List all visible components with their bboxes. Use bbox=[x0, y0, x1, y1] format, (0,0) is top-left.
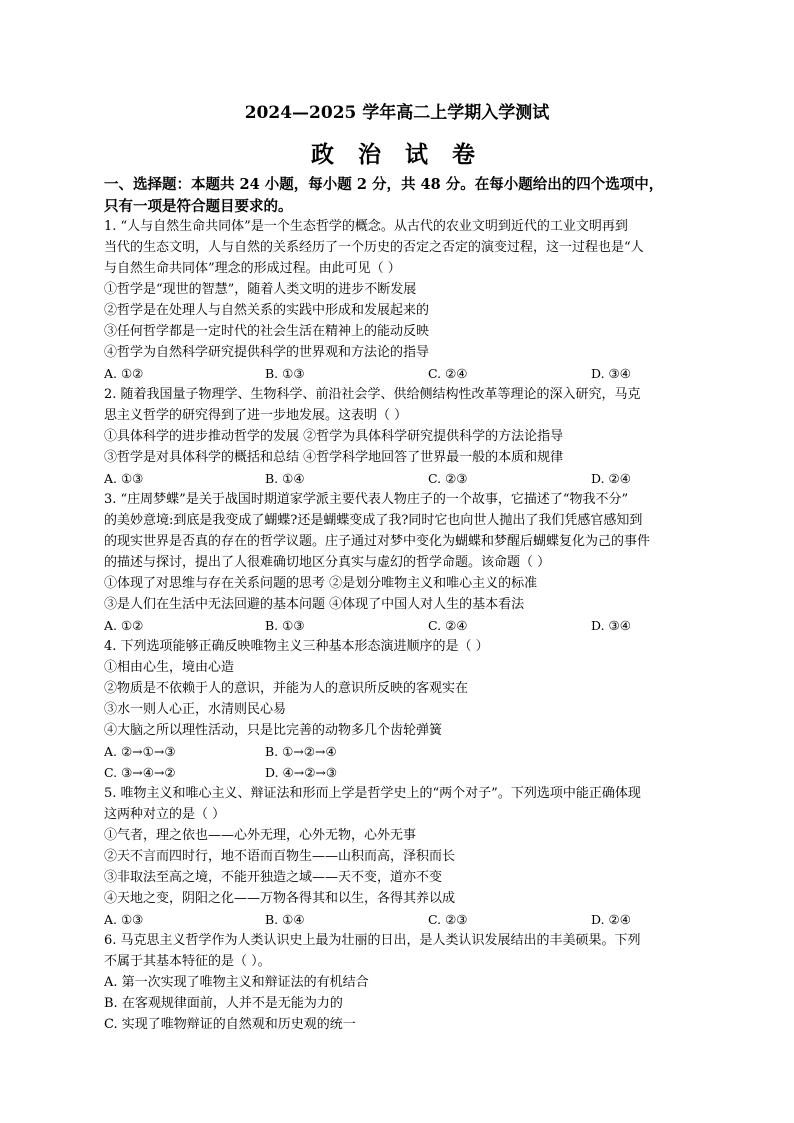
q5-line: ①气者，理之依也——心外无理，心外无物，心外无事 bbox=[104, 828, 417, 843]
q2-option-c: C. ②③ bbox=[428, 471, 468, 486]
q2-option-d: D. ②④ bbox=[591, 471, 631, 486]
q3-line: 的描述与探讨，提出了人很难确切地区分真实与虚幻的哲学命题。该命题（ ） bbox=[104, 555, 551, 570]
q4-line: 4. 下列选项能够正确反映唯物主义三种基本形态演进顺序的是（ ） bbox=[104, 639, 489, 654]
q3-option-d: D. ③④ bbox=[591, 618, 631, 633]
q1-line: 与自然生命共同体”理念的形成过程。由此可见（ ） bbox=[104, 261, 401, 276]
q6-option-a: A. 第一次实现了唯物主义和辩证法的有机结合 bbox=[104, 975, 369, 990]
q3-line: 的现实世界是否真的存在的哲学议题。庄子通过对梦中变化为蝴蝶和梦醒后蝴蝶复化为己的事件 bbox=[104, 534, 651, 549]
q1-option-d: D. ③④ bbox=[591, 366, 631, 381]
q3-line: ③是人们在生活中无法回避的基本问题 ④体现了中国人对人生的基本看法 bbox=[104, 597, 525, 612]
q1-option-c: C. ②④ bbox=[428, 366, 468, 381]
q4-option-c: C. ③→④→② bbox=[104, 765, 176, 780]
q4-option-a: A. ②→①→③ bbox=[104, 744, 176, 759]
q1-line: ④哲学为自然科学研究提供科学的世界观和方法论的指导 bbox=[104, 345, 430, 360]
q1-option-b: B. ①③ bbox=[265, 366, 305, 381]
q2-line: 思主义哲学的研究得到了进一步地发展。这表明（ ） bbox=[104, 408, 408, 423]
q2-line: ③哲学是对具体科学的概括和总结 ④哲学科学地回答了世界最一般的本质和规律 bbox=[104, 450, 564, 465]
q1-line: 1. “人与自然生命共同体”是一个生态哲学的概念。从古代的农业文明到近代的工业文明再到 bbox=[104, 219, 628, 234]
q5-option-c: C. ②③ bbox=[428, 912, 468, 927]
q3-line: 的美妙意境:到底是我变成了蝴蝶?还是蝴蝶变成了我?同时它也向世人抛出了我们凭感官感知到 bbox=[104, 513, 643, 528]
q2-option-a: A. ①③ bbox=[104, 471, 144, 486]
q4-line: ②物质是不依赖于人的意识，并能为人的意识所反映的客观实在 bbox=[104, 681, 469, 696]
q5-option-b: B. ①④ bbox=[265, 912, 305, 927]
q5-option-d: D. ②④ bbox=[591, 912, 631, 927]
q5-line: ②天不言而四时行，地不语而百物生——山积而高，泽积而长 bbox=[104, 849, 456, 864]
q1-line: ②哲学是在处理人与自然关系的实践中形成和发展起来的 bbox=[104, 303, 430, 318]
q1-line: ③任何哲学都是一定时代的社会生活在精神上的能动反映 bbox=[104, 324, 430, 339]
q6-line: 6. 马克思主义哲学作为人类认识史上最为壮丽的日出，是人类认识发展结出的丰美硕果。下列 bbox=[104, 933, 641, 948]
q3-option-a: A. ①② bbox=[104, 618, 144, 633]
q6-option-c: C. 实现了唯物辩证的自然观和历史观的统一 bbox=[104, 1017, 356, 1032]
section-instruction-line1: 一、选择题：本题共 24 小题，每小题 2 分，共 48 分。在每小题给出的四个选项中， bbox=[104, 176, 664, 193]
q5-line: ③非取法至高之境，不能开独造之域——天不变，道亦不变 bbox=[104, 870, 443, 885]
q6-option-b: B. 在客观规律面前，人并不是无能为力的 bbox=[104, 996, 343, 1011]
q4-option-d: D. ④→②→③ bbox=[265, 765, 338, 780]
q1-line: 当代的生态文明，人与自然的关系经历了一个历史的否定之否定的演变过程，这一过程也是“人 bbox=[104, 240, 644, 255]
q3-line: 3. “庄周梦蝶”是关于战国时期道家学派主要代表人物庄子的一个故事，它描述了“物我不分” bbox=[104, 492, 629, 507]
q2-line: 2. 随着我国量子物理学、生物科学、前沿社会学、供给侧结构性改革等理论的深入研究，马克 bbox=[104, 387, 641, 402]
q5-line: 这两种对立的是（ ） bbox=[104, 807, 226, 822]
subject-title: 政 治 试 卷 bbox=[310, 141, 484, 168]
q5-line: ④天地之变，阴阳之化——万物各得其和以生，各得其养以成 bbox=[104, 891, 456, 906]
q4-line: ①相由心生，境由心造 bbox=[104, 660, 235, 675]
q3-option-c: C. ②④ bbox=[428, 618, 468, 633]
q2-option-b: B. ①④ bbox=[265, 471, 305, 486]
q5-line: 5. 唯物主义和唯心主义、辩证法和形而上学是哲学史上的“两个对子”。下列选项中能正确体现 bbox=[104, 786, 641, 801]
q3-line: ①体现了对思维与存在关系问题的思考 ②是划分唯物主义和唯心主义的标准 bbox=[104, 576, 538, 591]
q2-line: ①具体科学的进步推动哲学的发展 ②哲学为具体科学研究提供科学的方法论指导 bbox=[104, 429, 564, 444]
q4-line: ④大脑之所以理性活动，只是比完善的动物多几个齿轮弹簧 bbox=[104, 723, 443, 738]
exam-title: 2024—2025 学年高二上学期入学测试 bbox=[244, 103, 550, 123]
q6-line: 不属于其基本特征的是（ ）。 bbox=[104, 954, 271, 969]
section-instruction-line2: 只有一项是符合题目要求的。 bbox=[104, 198, 293, 215]
q3-option-b: B. ①③ bbox=[265, 618, 305, 633]
q5-option-a: A. ①③ bbox=[104, 912, 144, 927]
q4-option-b: B. ①→②→④ bbox=[265, 744, 337, 759]
q1-option-a: A. ①② bbox=[104, 366, 144, 381]
q1-line: ①哲学是“现世的智慧”，随着人类文明的进步不断发展 bbox=[104, 282, 417, 297]
q4-line: ③水一则人心正，水清则民心易 bbox=[104, 702, 287, 717]
